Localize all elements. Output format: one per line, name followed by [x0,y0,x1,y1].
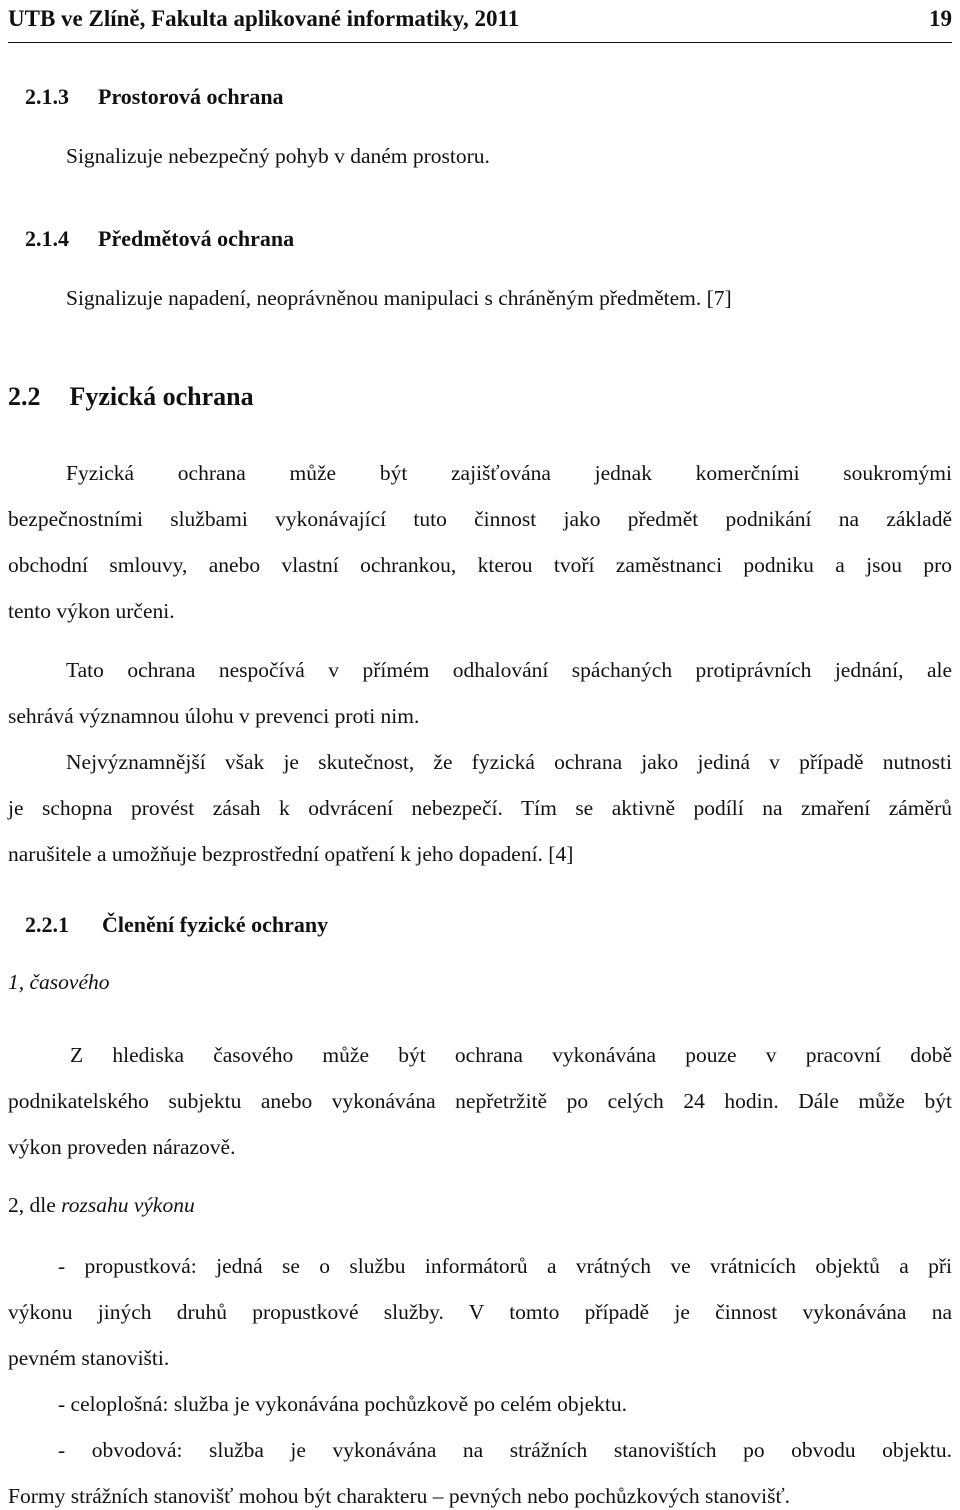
heading-number: 2.1.3 [25,84,69,109]
bullet-line: - celoplošná: služba je vykonávána pochůzkově po celém objektu. [58,1392,627,1416]
heading-number: 2.2 [8,382,41,411]
paragraph-line: obchodní smlouvy, anebo vlastní ochrankou, kterou tvoří zaměstnanci podniku a jsou pro [8,553,952,577]
paragraph-line: tento výkon určeni. [8,599,175,623]
paragraph-line: výkon proveden nárazově. [8,1135,236,1159]
paragraph-2-1-4: Signalizuje napadení, neoprávněnou manipulaci s chráněným předmětem. [7] [66,286,732,310]
paragraph-line: bezpečnostními službami vykonávající tuto činnost jako předmět podnikání na základě [8,507,952,531]
paragraph-line: podnikatelského subjektu anebo vykonávána nepřetržitě po celých 24 hodin. Dále může být [8,1089,952,1113]
heading-title: Předmětová ochrana [98,226,295,251]
bullet-line: pevném stanovišti. [8,1346,170,1370]
heading-number: 2.1.4 [25,226,69,251]
bullet-line: výkonu jiných druhů propustkové služby. V tomto případě je činnost vykonávána na [8,1300,952,1324]
heading-2-2-1 [25,912,960,938]
paragraph-line: Fyzická ochrana může být zajišťována jednak komerčními soukromými [66,461,952,485]
list-label-emphasis: rozsahu výkonu [61,1193,195,1217]
heading-number: 2.2.1 [25,912,69,937]
closing-line: Formy strážních stanovišť mohou být charakteru – pevných nebo pochůzkových stanovišť. [8,1484,791,1508]
heading-title: Členění fyzické ochrany [102,912,329,937]
heading-2-1-3 [25,84,960,110]
bullet-line: - propustková: jedná se o službu informátorů a vrátných ve vrátnicích objektů a při [58,1254,952,1278]
paragraph-2-1-3: Signalizuje nebezpečný pohyb v daném prostoru. [66,144,490,168]
heading-title: Prostorová ochrana [98,84,284,109]
header-title: UTB ve Zlíně, Fakulta aplikované informatiky, 2011 [8,6,520,31]
paragraph-line: Tato ochrana nespočívá v přímém odhalování spáchaných protiprávních jednání, ale [66,658,952,682]
paragraph-line: Z hlediska časového může být ochrana vykonávána pouze v pracovní době [70,1043,952,1067]
heading-2-2 [8,382,952,412]
heading-title: Fyzická ochrana [69,382,254,411]
paragraph-line: narušitele a umožňuje bezprostřední opatření k jeho dopadení. [4] [8,842,574,866]
page-header [8,2,952,46]
heading-2-1-4 [25,226,960,252]
list-label-1: 1, časového [8,970,110,994]
page-number: 19 [929,6,952,31]
header-rule [8,42,952,43]
paragraph-line: je schopna provést zásah k odvrácení nebezpečí. Tím se aktivně podílí na zmaření záměrů [8,796,952,820]
list-label-2 [8,1193,952,1218]
paragraph-line: sehrává významnou úlohu v prevenci proti nim. [8,704,420,728]
list-label-prefix: 2, dle [8,1193,62,1217]
paragraph-line: Nejvýznamnější však je skutečnost, že fyzická ochrana jako jediná v případě nutnosti [66,750,952,774]
bullet-line: - obvodová: služba je vykonávána na strážních stanovištích po obvodu objektu. [58,1438,952,1462]
